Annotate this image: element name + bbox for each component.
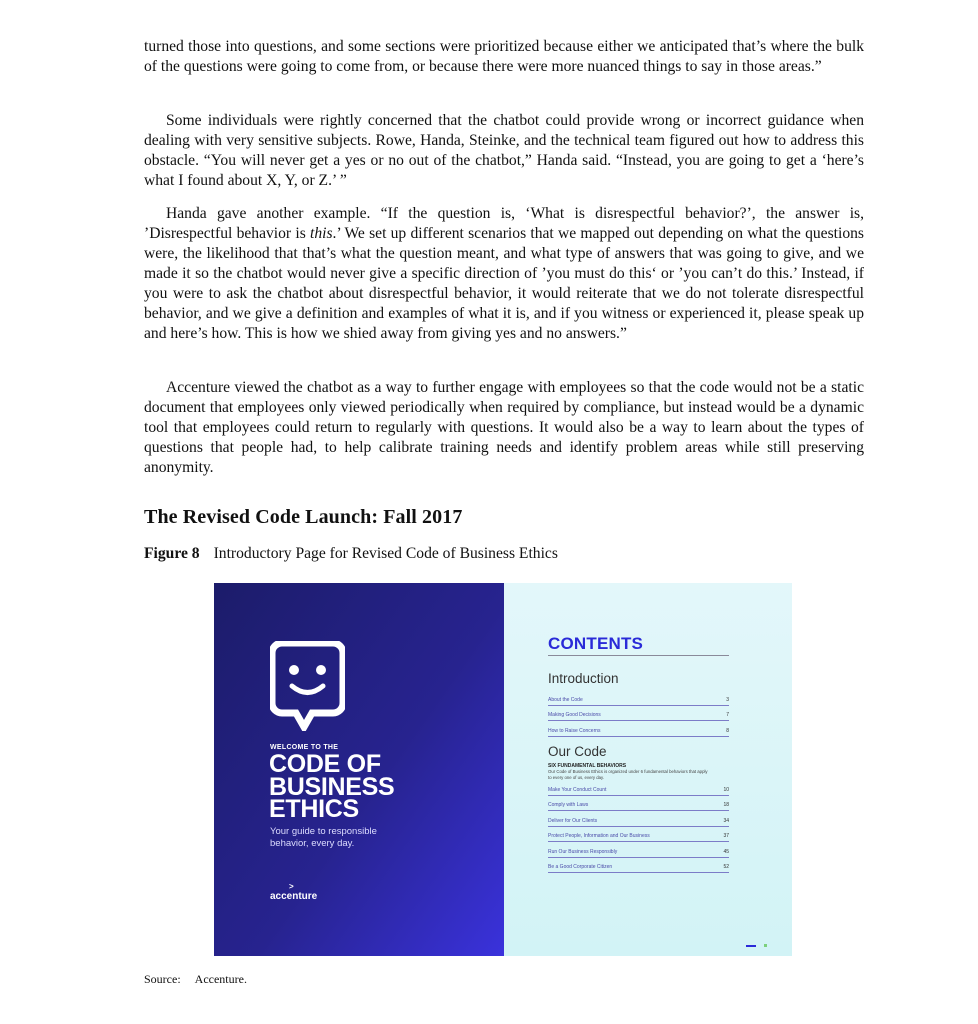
toc-section-introduction xyxy=(548,671,729,737)
toc-row xyxy=(548,721,729,737)
figure-source xyxy=(144,972,247,987)
toc-row-label: About the Code xyxy=(548,696,583,703)
paragraph-handa-example xyxy=(144,204,864,344)
toc-row xyxy=(548,811,729,827)
toc-row-label: Make Your Conduct Count xyxy=(548,786,607,793)
text-run: .’ We set up different scenarios that we mapped out depending on what the questions were, the likelihood that that’s what the question meant, and what type of answers that was going to give, and we made it so the chatbot would never give a specific direction of ’you must do this‘ or ’you can’t do this.’ Instead, if you were to ask the chatbot about disrespectful behavior, it would reiterate that we do not tolerate disrespectful behavior, and we give a definition and examples of what it is, and if you witness or experienced it, please speak up and here’s how. This is how we shied away from giving yes and no answers.” xyxy=(144,225,864,342)
toc-row xyxy=(548,706,729,722)
brand-name: accenture xyxy=(270,891,318,902)
chatbot-face-icon xyxy=(270,641,345,731)
accenture-logo xyxy=(270,882,318,902)
toc-sub-description: Our Code of Business Ethics is organized under 6 fundamental behaviors that apply to every one of us, every day. xyxy=(548,769,708,780)
toc-row xyxy=(548,796,729,812)
cover-title-line: CODE OF xyxy=(269,750,381,778)
toc-row-label: Comply with Laws xyxy=(548,802,589,809)
cover-title-line: ETHICS xyxy=(269,795,359,823)
figure-caption-text: Introductory Page for Revised Code of Business Ethics xyxy=(213,545,558,562)
paragraph-engagement xyxy=(144,378,864,478)
page-indicator-dot xyxy=(764,944,767,947)
emphasis-text: this xyxy=(310,225,333,242)
toc-row-page: 10 xyxy=(723,786,729,793)
text-run: Handa gave another example. “If the question is, ‘What is disrespectful behavior?’, the answer is, ’Disrespectful behavior is xyxy=(144,205,864,242)
figure-image xyxy=(214,583,792,956)
divider xyxy=(548,655,729,656)
toc-section-our-code xyxy=(548,744,729,873)
body-paragraph: Some individuals were rightly concerned that the chatbot could provide wrong or incorrect guidance when dealing with very sensitive subjects. Rowe, Handa, Steinke, and the technical team figured out how to address this obstacle. “You will never get a yes or no out of the chatbot,” Handa said. “Instead, you are going to get a ‘here’s what I found about X, Y, or Z.’ ” xyxy=(144,112,864,189)
toc-row-label: How to Raise Concerns xyxy=(548,727,601,734)
paragraph-continued xyxy=(144,37,864,77)
page-indicator xyxy=(746,944,767,947)
toc-row-page: 37 xyxy=(723,833,729,840)
toc-row xyxy=(548,827,729,843)
toc-row-label: Protect People, Information and Our Business xyxy=(548,833,650,840)
paragraph-chatbot-concerns xyxy=(144,111,864,191)
toc-row-label: Making Good Decisions xyxy=(548,712,601,718)
toc-row-page: 18 xyxy=(723,802,729,809)
body-paragraph: turned those into questions, and some sections were prioritized because either we anticipated that’s where the bulk of the questions were going to come from, or because there were more nuanced things to say in those areas.” xyxy=(144,38,864,75)
body-paragraph: Accenture viewed the chatbot as a way to further engage with employees so that the code would not be a static document that employees only viewed periodically when required by compliance, but instead would be a dynamic tool that employees could return to regularly with questions. It would also be a way to learn about the types of questions that people had, to help calibrate training needs and identify problem areas while still preserving anonymity. xyxy=(144,379,864,476)
contents-page xyxy=(504,583,792,956)
source-label: Source: xyxy=(144,972,181,986)
toc-section-title: Our Code xyxy=(548,744,607,759)
contents-title: CONTENTS xyxy=(548,634,644,653)
toc-sub-heading: SIX FUNDAMENTAL BEHAVIORS xyxy=(548,763,627,769)
body-paragraph xyxy=(144,204,864,344)
brand-mark: > xyxy=(289,882,294,891)
toc-row xyxy=(548,780,729,796)
section-heading: The Revised Code Launch: Fall 2017 xyxy=(144,506,463,528)
toc-row-page: 7 xyxy=(726,712,729,718)
toc-row xyxy=(548,858,729,874)
toc-row xyxy=(548,842,729,858)
toc-row-page: 45 xyxy=(723,848,729,855)
cover-welcome: WELCOME TO THE xyxy=(270,744,339,751)
cover-page xyxy=(214,583,504,956)
figure-caption xyxy=(144,545,558,563)
toc-row-page: 8 xyxy=(726,727,729,734)
cover-title xyxy=(269,750,395,823)
toc-row-page: 34 xyxy=(723,817,729,824)
page-indicator-bar xyxy=(746,945,756,947)
toc-row-label: Run Our Business Responsibly xyxy=(548,848,618,855)
toc-row-page: 52 xyxy=(723,864,729,871)
toc-row-label: Deliver for Our Clients xyxy=(548,817,598,824)
cover-subtitle: Your guide to responsible behavior, every day. xyxy=(270,826,377,849)
figure-label: Figure 8 xyxy=(144,545,200,562)
cover-title-line: BUSINESS xyxy=(269,772,395,801)
toc-row-page: 3 xyxy=(726,696,729,703)
source-value: Accenture. xyxy=(194,972,247,986)
toc-section-title: Introduction xyxy=(548,671,619,686)
toc-row xyxy=(548,690,729,706)
toc-row-label: Be a Good Corporate Citizen xyxy=(548,864,613,871)
